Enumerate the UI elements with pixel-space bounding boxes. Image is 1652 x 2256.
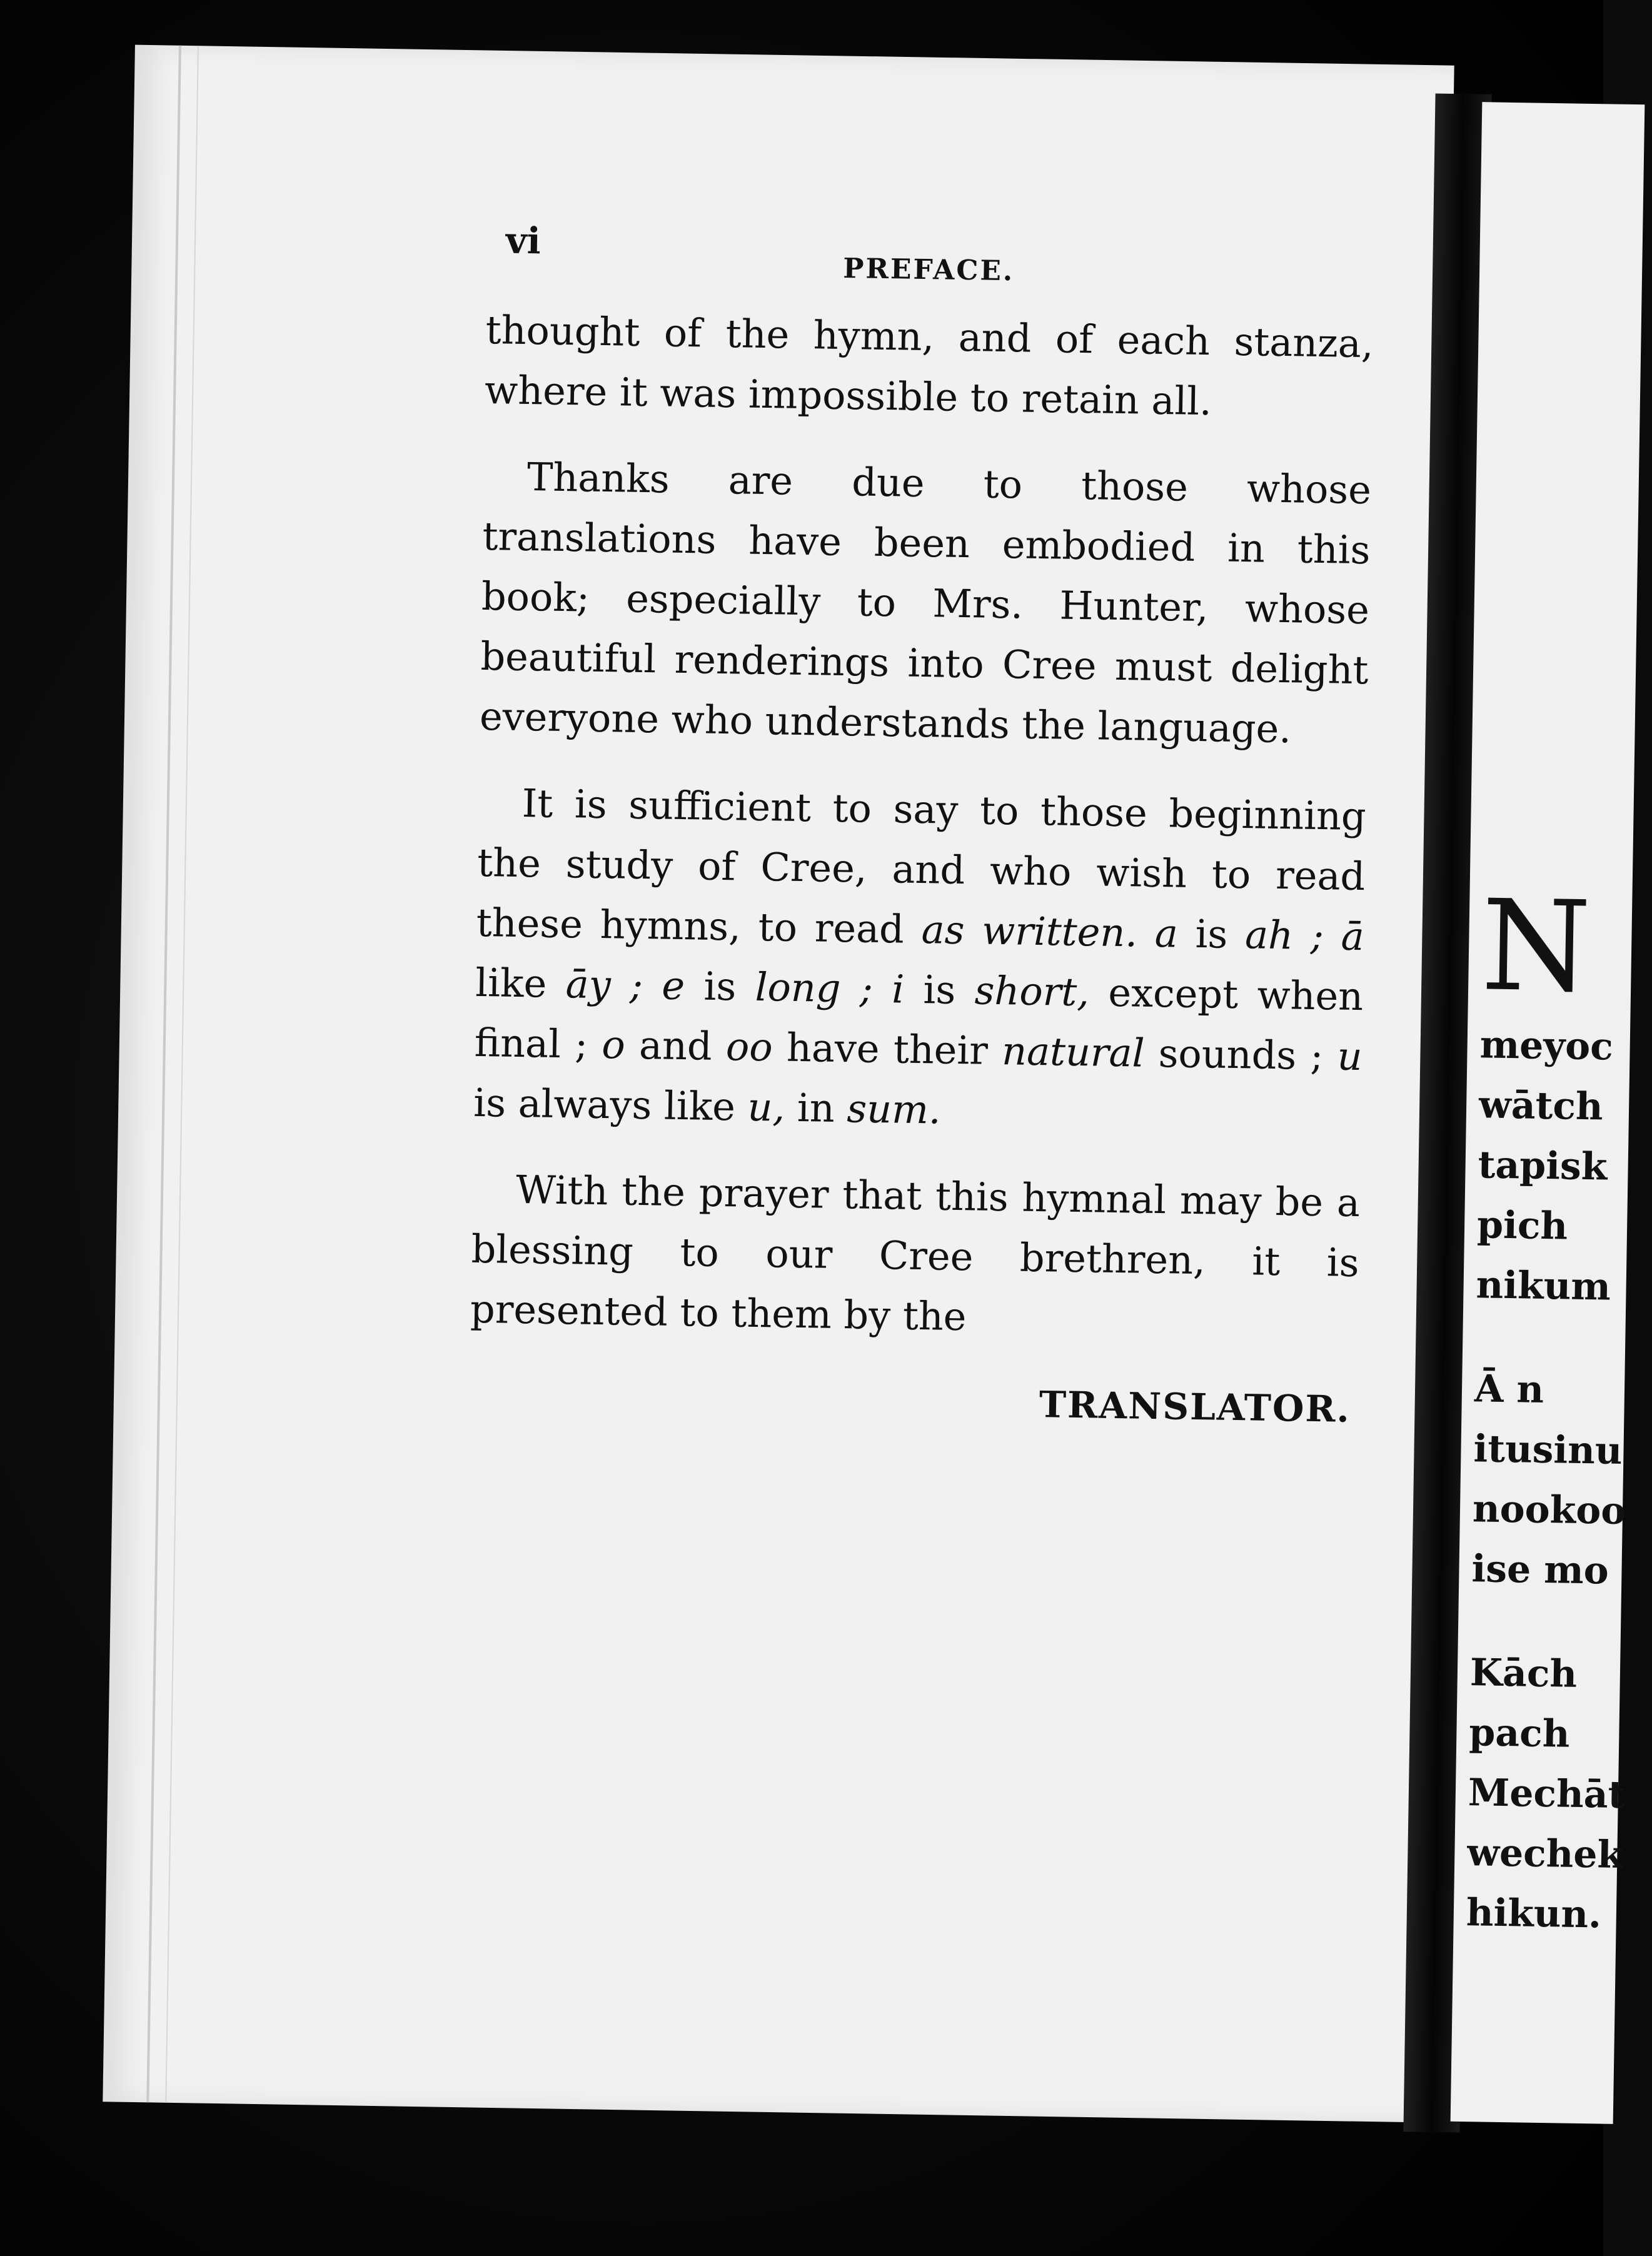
text-run — [1137, 910, 1155, 955]
italic-run: a — [1154, 910, 1179, 957]
paragraph-pronunciation — [473, 773, 1367, 1147]
text-run: is — [1177, 910, 1246, 958]
right-line: Mechāt — [1468, 1771, 1626, 1818]
text-run — [642, 962, 662, 1008]
right-line: itusinu — [1473, 1427, 1623, 1473]
italic-run: natural — [1001, 1028, 1145, 1076]
drop-cap: N — [1480, 873, 1592, 1021]
right-line: nikum — [1476, 1263, 1611, 1309]
right-line: wātch — [1478, 1083, 1604, 1129]
text-run: sounds ; — [1144, 1030, 1338, 1079]
page-edge-line — [146, 46, 181, 2103]
italic-run: as written. — [921, 907, 1138, 956]
text-run — [1323, 913, 1341, 959]
italic-run: oo — [725, 1024, 773, 1070]
text-run: like — [475, 959, 567, 1007]
italic-run: āy ; — [565, 961, 643, 1009]
right-page — [1451, 102, 1645, 2124]
signature: TRANSLATOR. — [1039, 1383, 1351, 1431]
italic-run: sum. — [846, 1085, 942, 1133]
preface-body — [468, 300, 1374, 1439]
page-number: vi — [505, 219, 541, 263]
right-line: nookoo — [1472, 1487, 1626, 1534]
italic-run: short, — [974, 967, 1090, 1015]
right-line: pich — [1476, 1203, 1568, 1249]
running-head: PREFACE. — [842, 252, 1015, 288]
right-line: Kāch — [1469, 1651, 1578, 1696]
text-run — [872, 966, 892, 1012]
italic-run: e — [661, 962, 685, 1009]
text-run: except when final ; — [474, 969, 1364, 1068]
italic-run: i — [891, 966, 905, 1012]
italic-run: ah ; — [1244, 912, 1324, 959]
paragraph-dedication: With the prayer that this hymnal may be a blessing to our Cree brethren, it is presented to them by the — [470, 1166, 1361, 1340]
text-run: is always like — [473, 1079, 748, 1130]
paragraph-thanks: Thanks are due to those whose translations have been embodied in this book; especially to Mrs. Hunter, whose beautiful renderings into Cree must delight everyone who understands the language. — [479, 454, 1372, 752]
text-run: is — [684, 963, 756, 1010]
text-run: and — [625, 1022, 727, 1070]
right-line: meyoc — [1479, 1023, 1614, 1069]
right-line: Ā n — [1474, 1367, 1544, 1412]
right-line: hikun. — [1466, 1891, 1602, 1937]
paragraph-continuation: thought of the hymn, and of each stanza, where it was impossible to retain all. — [484, 306, 1374, 425]
italic-run: u — [1337, 1033, 1363, 1080]
text-run: It is sufficient to say to those beginning the study of Cree, and who wish to read these hymns, to read — [476, 780, 1367, 953]
text-run: in — [784, 1084, 848, 1132]
italic-run: long ; — [755, 964, 874, 1012]
italic-run: o — [601, 1022, 626, 1068]
page-header — [486, 200, 1376, 289]
preface-text-block — [468, 200, 1376, 1439]
italic-run: u, — [747, 1084, 785, 1131]
page-edge-line-inner — [165, 46, 199, 2103]
right-line: pach — [1468, 1711, 1570, 1756]
italic-run: ā — [1341, 913, 1365, 960]
text-run: have their — [772, 1024, 1002, 1074]
right-line: tapisk — [1478, 1143, 1608, 1189]
text-run: is — [904, 966, 975, 1014]
right-line: wechek — [1466, 1831, 1624, 1878]
right-line: ise mo — [1471, 1547, 1609, 1593]
right-page-text — [1466, 873, 1639, 1945]
